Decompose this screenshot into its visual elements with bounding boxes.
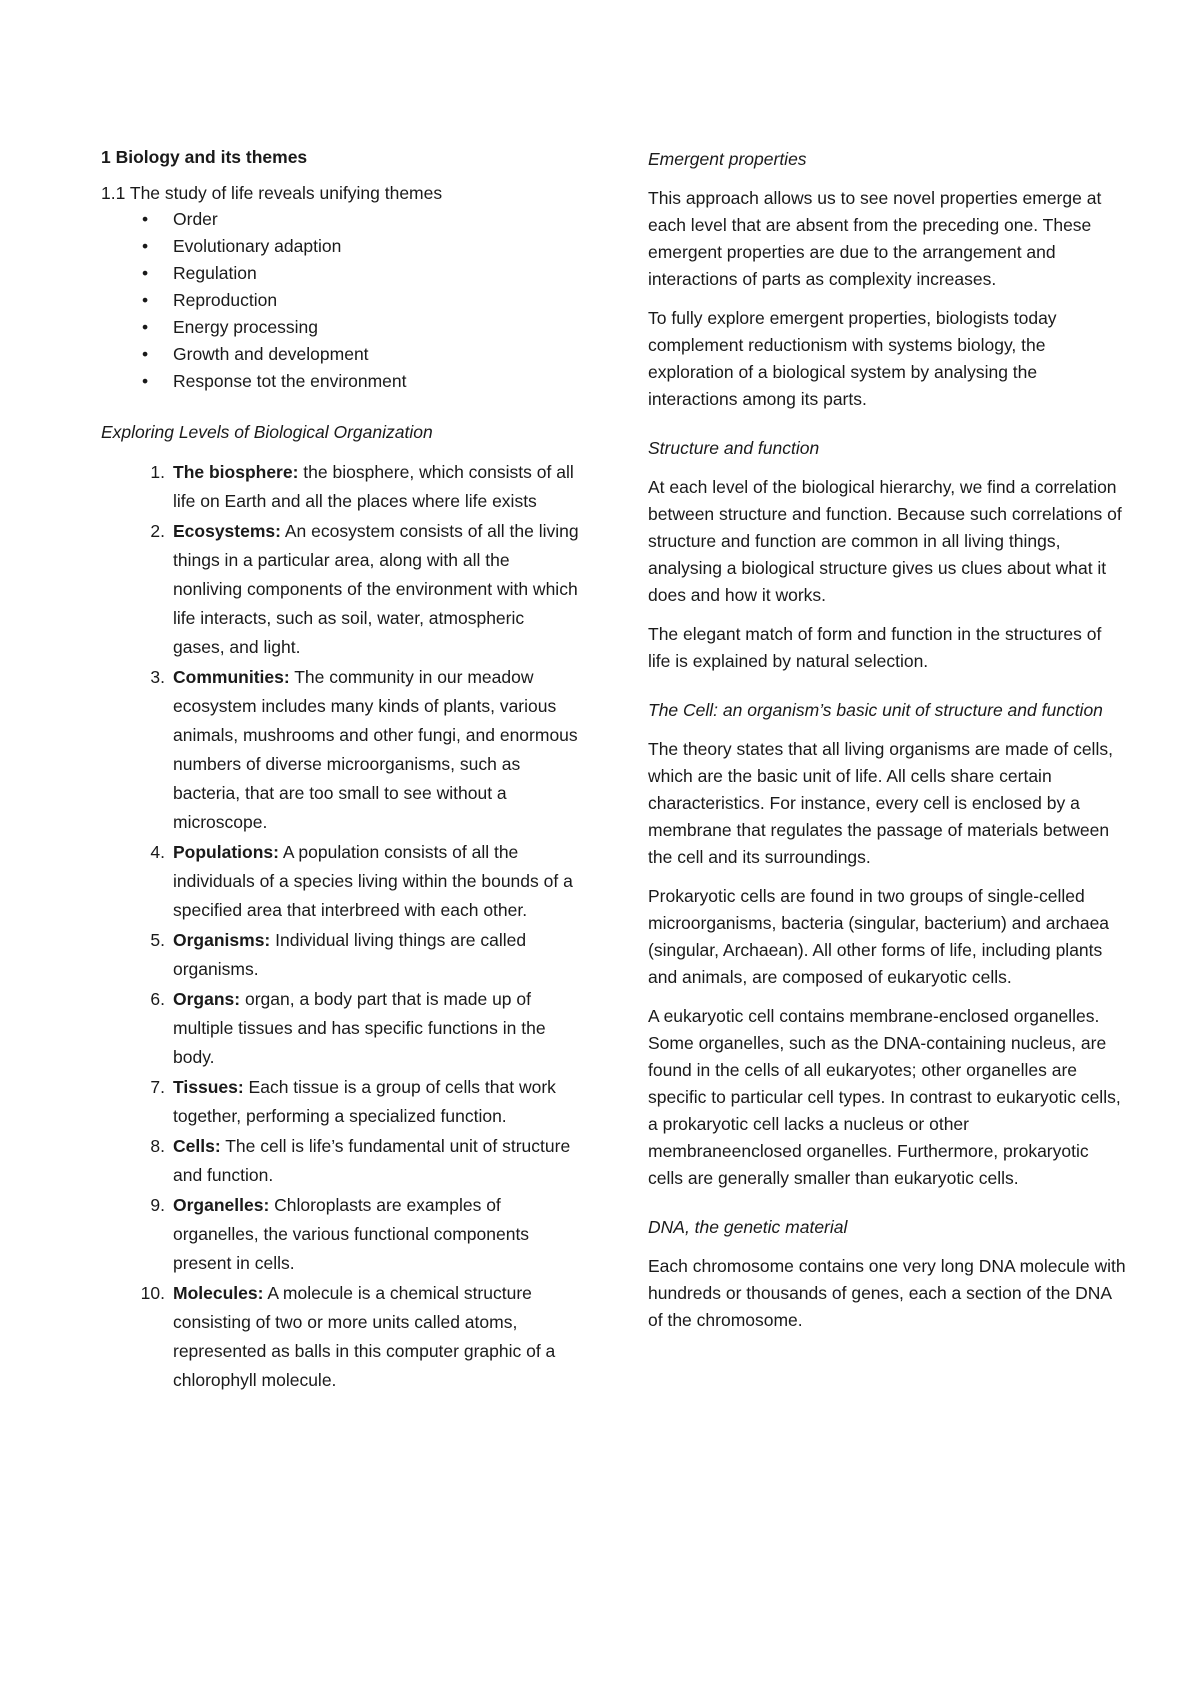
paragraph: Each chromosome contains one very long DNA molecule with hundreds or thousands of genes, each a section of the DNA of the chromosome. [648, 1256, 1126, 1330]
item-text: Chloroplasts are examples of organelles, the various functional components present in cells. [173, 1195, 530, 1273]
item-text: A population consists of all the individuals of a species living within the bounds of a specified area that interbreed with each other. [173, 842, 573, 920]
structure-title: Structure and function [648, 438, 820, 458]
item-text: organ, a body part that is made up of multiple tissues and has specific functions in the body. [173, 989, 546, 1067]
item-number: 1. [150, 462, 165, 482]
bullet-icon: • [142, 209, 149, 229]
left-column [101, 146, 579, 1396]
list-item: • Regulation [101, 260, 579, 287]
list-item [101, 985, 579, 1072]
list-item [101, 517, 579, 662]
item-text: The cell is life’s fundamental unit of structure and function. [173, 1136, 571, 1185]
dna-title: DNA, the genetic material [648, 1217, 848, 1237]
item-term: Molecules: [173, 1283, 264, 1303]
bullet-icon: • [142, 371, 149, 391]
paragraph: Prokaryotic cells are found in two groups of single-celled microorganisms, bacteria (singular, bacterium) and archaea (singular, Archaean). All other forms of life, including plants and animals, are composed of eukaryotic cells. [648, 886, 1110, 987]
item-text: Each tissue is a group of cells that work together, performing a specialized function. [173, 1077, 556, 1126]
list-item [101, 1132, 579, 1190]
list-item [101, 458, 579, 516]
paragraph: A eukaryotic cell contains membrane-enclosed organelles. Some organelles, such as the DNA-containing nucleus, are found in the cells of all eukaryotes; other organelles are specific to particular cell types. In contrast to eukaryotic cells, a prokaryotic cell lacks a nucleus or other membraneenclosed organelles. Furthermore, prokaryotic cells are generally smaller than eukaryotic cells. [648, 1006, 1121, 1188]
item-term: Organelles: [173, 1195, 270, 1215]
paragraph: The theory states that all living organisms are made of cells, which are the basic unit of life. All cells share certain characteristics. For instance, every cell is enclosed by a membrane that regulates the passage of materials between the cell and its surroundings. [648, 739, 1113, 867]
item-term: Ecosystems: [173, 521, 281, 541]
list-item [101, 663, 579, 837]
list-item [101, 1073, 579, 1131]
item-term: Cells: [173, 1136, 221, 1156]
paragraph: At each level of the biological hierarchy, we find a correlation between structure and function. Because such correlations of structure and function are common in all living things, analysing a biological structure gives us clues about what it does and how it works. [648, 477, 1122, 605]
item-term: The biosphere: [173, 462, 299, 482]
item-term: Organs: [173, 989, 241, 1009]
list-item: • Response tot the environment [101, 368, 579, 395]
paragraph: The elegant match of form and function in the structures of life is explained by natural selection. [648, 624, 1102, 671]
section-heading: 1 Biology and its themes [101, 147, 308, 167]
item-number: 9. [150, 1195, 165, 1215]
themes-list [101, 206, 579, 395]
list-item [101, 1191, 579, 1278]
item-number: 2. [150, 521, 165, 541]
item-term: Communities: [173, 667, 290, 687]
item-number: 5. [150, 930, 165, 950]
list-item: • Evolutionary adaption [101, 233, 579, 260]
emergent-title: Emergent properties [648, 149, 807, 169]
list-item [101, 926, 579, 984]
subheading: 1.1 The study of life reveals unifying themes [101, 183, 443, 203]
paragraph: This approach allows us to see novel properties emerge at each level that are absent from the preceding one. These emergent properties are due to the arrangement and interactions of parts as complexity increases. [648, 188, 1102, 289]
item-number: 6. [150, 989, 165, 1009]
item-number: 3. [150, 667, 165, 687]
list-item: • Energy processing [101, 314, 579, 341]
list-item: • Growth and development [101, 341, 579, 368]
levels-list [101, 458, 579, 1395]
item-text: Individual living things are called organisms. [173, 930, 527, 979]
list-item: • Reproduction [101, 287, 579, 314]
paragraph: To fully explore emergent properties, biologists today complement reductionism with systems biology, the exploration of a biological system by analysing the interactions among its parts. [648, 308, 1057, 409]
list-item [101, 838, 579, 925]
item-number: 10. [140, 1283, 165, 1303]
item-term: Organisms: [173, 930, 271, 950]
bullet-icon: • [142, 290, 149, 310]
item-term: Populations: [173, 842, 279, 862]
item-text: the biosphere, which consists of all life on Earth and all the places where life exists [173, 462, 574, 511]
list-item [101, 1279, 579, 1395]
item-number: 8. [150, 1136, 165, 1156]
bullet-icon: • [142, 317, 149, 337]
levels-title: Exploring Levels of Biological Organization [101, 422, 433, 442]
item-term: Tissues: [173, 1077, 244, 1097]
cell-title: The Cell: an organism’s basic unit of structure and function [648, 700, 1103, 720]
bullet-icon: • [142, 344, 149, 364]
item-number: 7. [150, 1077, 165, 1097]
item-text: An ecosystem consists of all the living things in a particular area, along with all the nonliving components of the environment with which life interacts, such as soil, water, atmospheric gases, and light. [173, 521, 579, 657]
right-column [648, 146, 1126, 1346]
list-item: • Order [101, 206, 579, 233]
item-text: A molecule is a chemical structure consisting of two or more units called atoms, represented as balls in this computer graphic of a chlorophyll molecule. [173, 1283, 556, 1390]
item-number: 4. [150, 842, 165, 862]
bullet-icon: • [142, 236, 149, 256]
bullet-icon: • [142, 263, 149, 283]
item-text: The community in our meadow ecosystem includes many kinds of plants, various animals, mushrooms and other fungi, and enormous numbers of diverse microorganisms, such as bacteria, that are too small to see without a microscope. [173, 667, 578, 832]
